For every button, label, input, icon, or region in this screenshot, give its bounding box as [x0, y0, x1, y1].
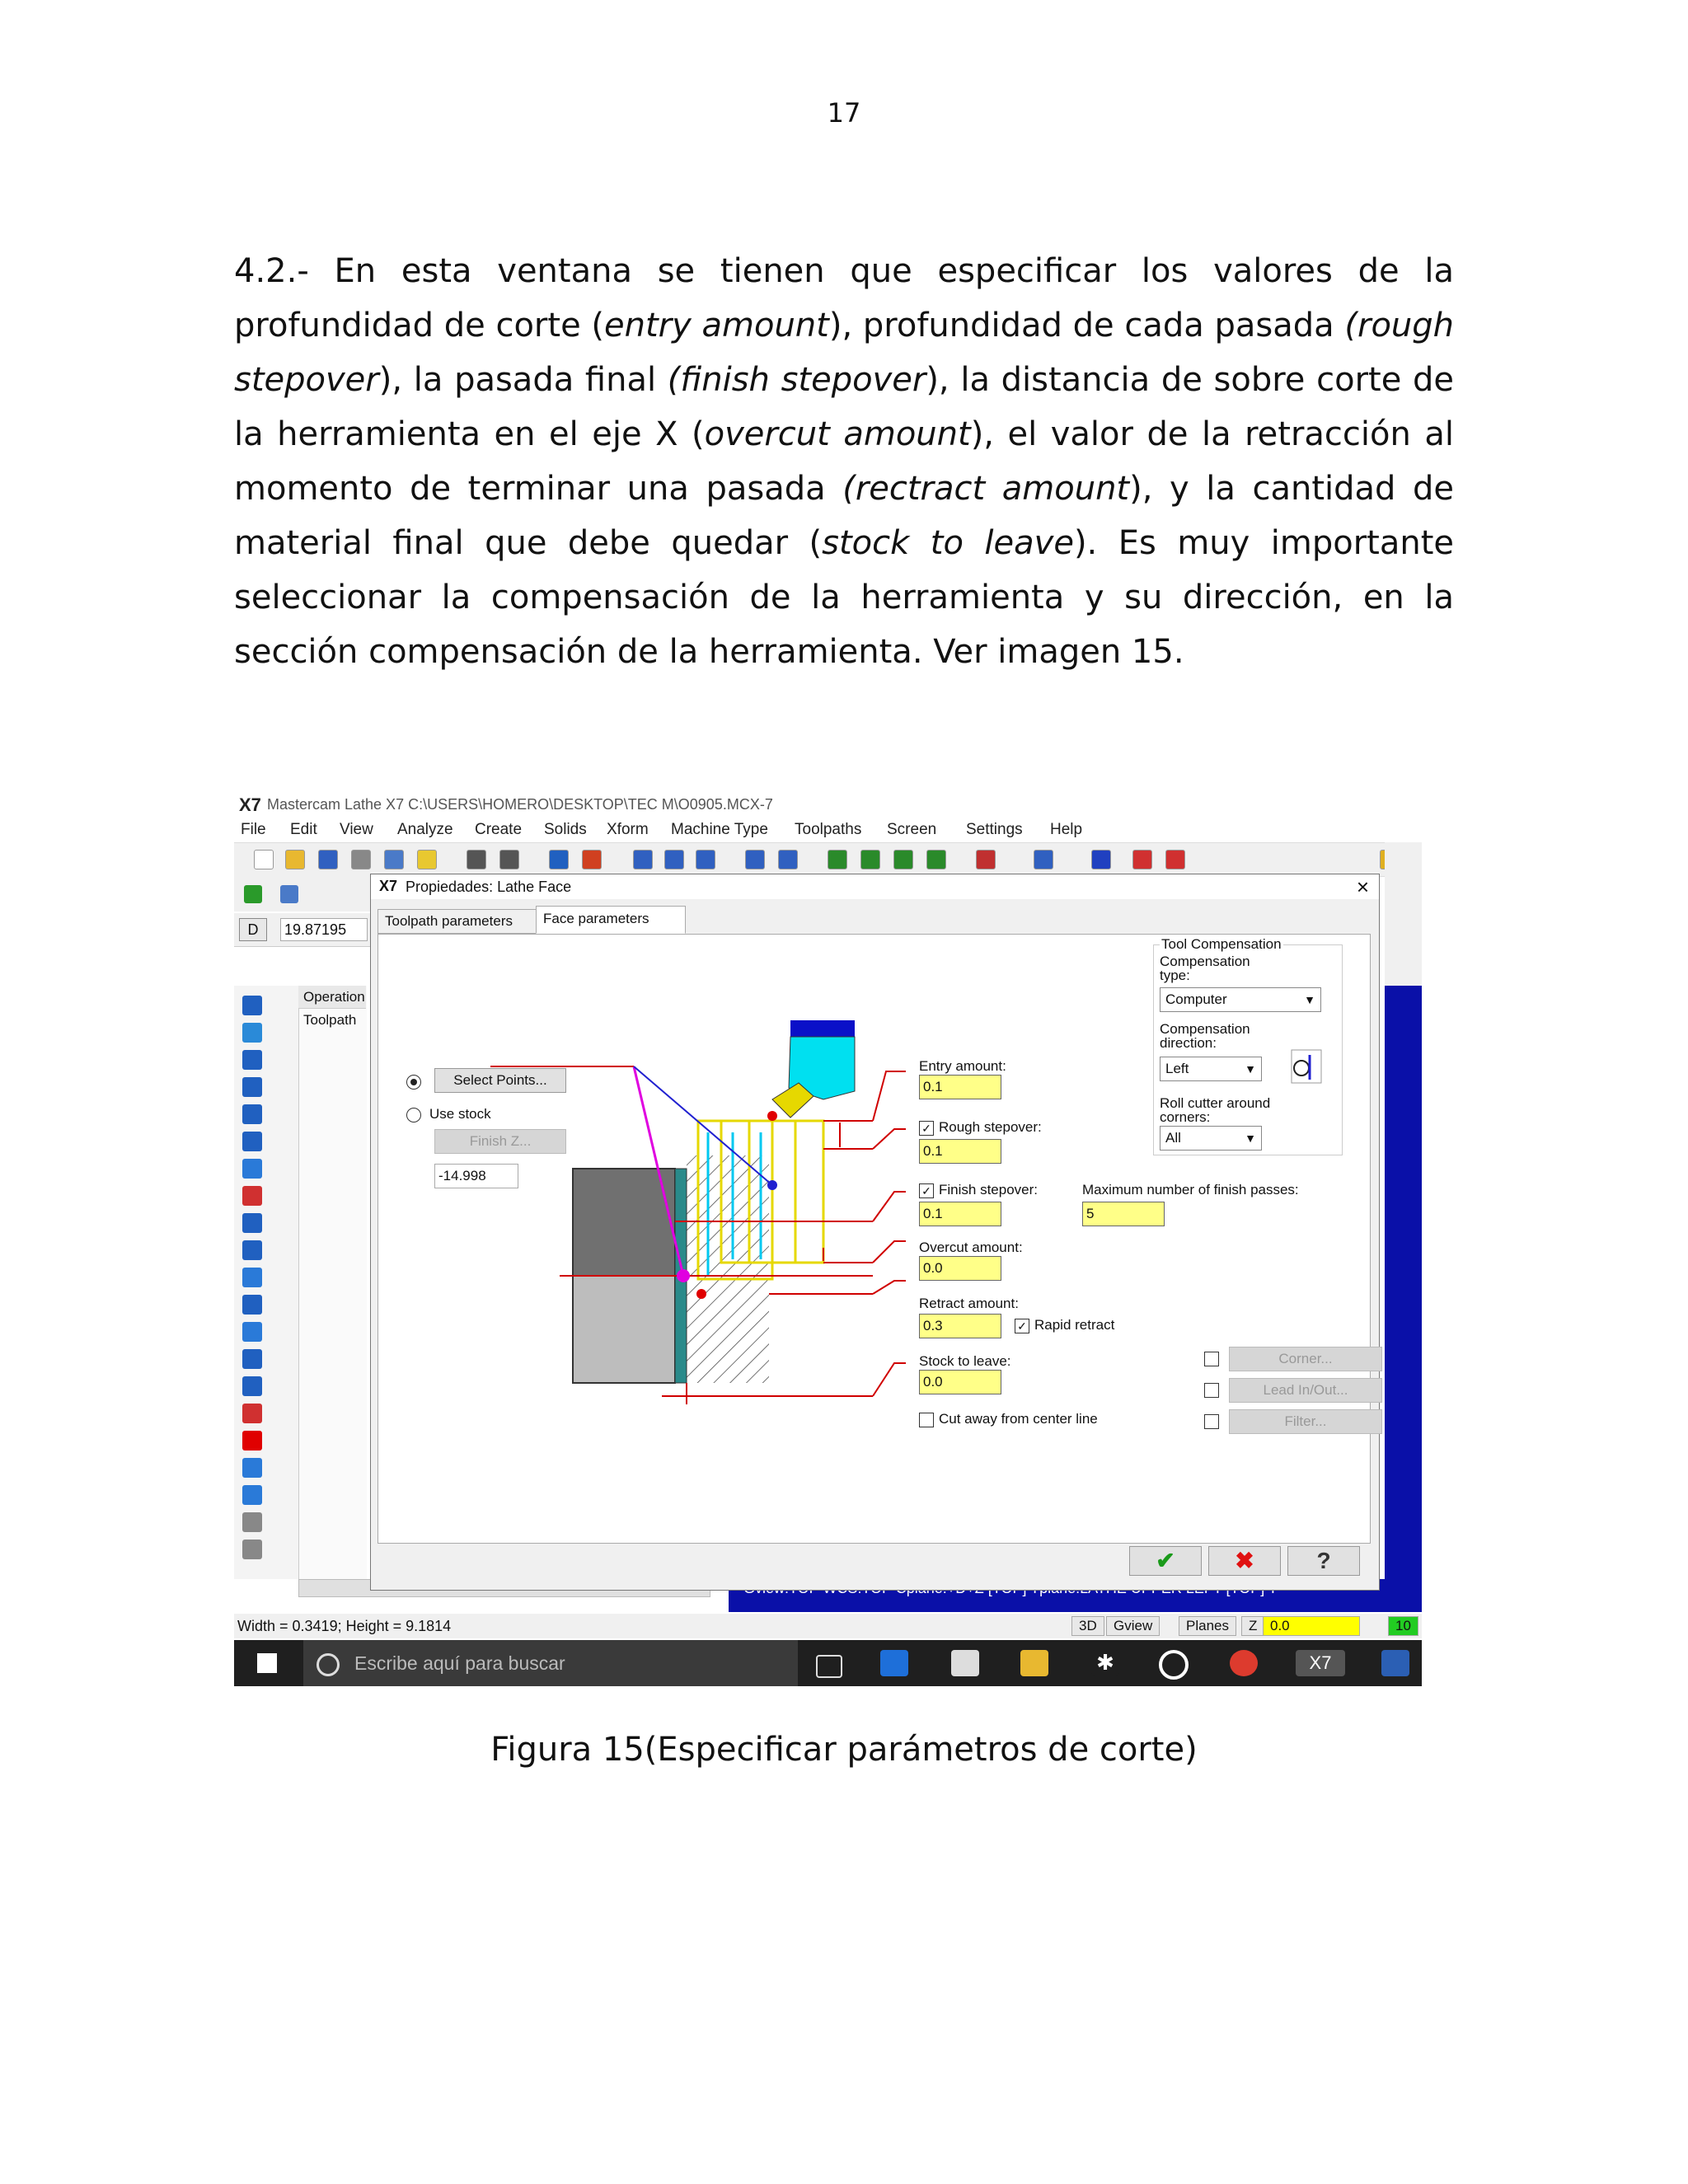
toolbar-button-icon[interactable]: [417, 850, 437, 869]
menu-item[interactable]: Xform: [607, 821, 649, 838]
edge-icon[interactable]: [880, 1650, 908, 1676]
face-parameters-panel: [377, 934, 1371, 1544]
mastercam-logo-icon: X7: [239, 794, 261, 815]
cortana-icon: [316, 1653, 340, 1676]
paragraph-segment: stock to leave: [822, 524, 1074, 562]
plus-icon[interactable]: [244, 885, 262, 903]
dialog-logo-icon: X7: [379, 878, 398, 894]
menu-item[interactable]: View: [340, 821, 373, 838]
toolbar-button-icon[interactable]: [633, 850, 653, 869]
toolbar-button-icon[interactable]: [976, 850, 996, 869]
finish-stepover-field[interactable]: 0.1: [919, 1202, 1001, 1226]
body-paragraph: [234, 244, 1454, 679]
status-bar: [234, 1614, 1422, 1638]
d-value-field[interactable]: 19.87195: [280, 918, 368, 941]
paragraph-segment: ), la pasada final: [378, 361, 668, 399]
sidebar-tool-icon[interactable]: [242, 1512, 262, 1532]
select-points-button[interactable]: Select Points...: [434, 1068, 566, 1093]
rough-stepover-checkbox[interactable]: ✓: [919, 1121, 934, 1136]
close-icon[interactable]: ×: [1356, 874, 1369, 899]
main-toolbar: [234, 842, 1422, 877]
status-planes-button[interactable]: Planes: [1179, 1616, 1236, 1636]
sidebar-tool-icon[interactable]: [242, 1540, 262, 1559]
entry-amount-label: Entry amount:: [919, 1058, 1006, 1074]
sidebar-tool-icon[interactable]: [242, 1023, 262, 1043]
roll-cutter-label: Roll cutter around corners:: [1160, 1095, 1271, 1125]
chevron-down-icon: ▼: [1245, 1132, 1256, 1145]
overcut-amount-label: Overcut amount:: [919, 1240, 1023, 1255]
max-finish-passes-field[interactable]: 5: [1082, 1202, 1165, 1226]
cut-away-label: Cut away from center line: [939, 1411, 1098, 1427]
sidebar-tool-icon[interactable]: [242, 1159, 262, 1179]
compensation-type-label: Compensation type:: [1160, 954, 1250, 983]
toolbar-button-icon[interactable]: [926, 850, 946, 869]
sidebar-tool-icon[interactable]: [242, 1050, 262, 1070]
paragraph-segment: overcut amount: [704, 415, 971, 453]
sidebar-tool-icon[interactable]: [242, 1295, 262, 1315]
paragraph-segment: ), la distancia de sobre corte de la herramienta en el eje X (: [234, 361, 1455, 453]
status-3d-button[interactable]: 3D: [1071, 1616, 1104, 1636]
sidebar-tool-icon[interactable]: [242, 1376, 262, 1396]
overcut-amount-field[interactable]: 0.0: [919, 1256, 1001, 1281]
toolbar-button-icon[interactable]: [254, 850, 274, 869]
toolbar-button-icon[interactable]: [582, 850, 602, 869]
status-gview-button[interactable]: Gview: [1106, 1616, 1160, 1636]
cut-away-checkbox[interactable]: [919, 1413, 934, 1427]
chrome-icon[interactable]: [1230, 1650, 1258, 1676]
sidebar-tool-icon[interactable]: [242, 1322, 262, 1342]
paragraph-segment: (rough stepover: [234, 307, 1455, 399]
sidebar-tool-icon[interactable]: [242, 996, 262, 1015]
chevron-down-icon: ▼: [1304, 993, 1315, 1006]
rapid-retract-checkbox[interactable]: ✓: [1015, 1319, 1029, 1333]
sidebar-tool-icon[interactable]: [242, 1458, 262, 1478]
sidebar-tool-icon[interactable]: [242, 1268, 262, 1287]
sidebar-tool-icon[interactable]: [242, 1077, 262, 1097]
tab-face-parameters[interactable]: Face parameters: [536, 906, 686, 934]
toolbar-button-icon[interactable]: [778, 850, 798, 869]
corner-checkbox[interactable]: [1204, 1352, 1219, 1366]
windows-start-icon[interactable]: [257, 1653, 277, 1673]
chevron-down-icon: ▼: [1245, 1062, 1256, 1076]
lead-in-out-button[interactable]: Lead In/Out...: [1229, 1378, 1382, 1403]
finish-stepover-checkbox[interactable]: ✓: [919, 1183, 934, 1198]
operations-panel: [298, 986, 367, 1579]
corner-button[interactable]: Corner...: [1229, 1347, 1382, 1371]
settings-circle-icon[interactable]: [1159, 1650, 1189, 1680]
taskbar-search[interactable]: [303, 1640, 798, 1686]
menu-item[interactable]: Create: [475, 821, 523, 838]
sidebar-tool-icon[interactable]: [242, 1186, 262, 1206]
filter-checkbox[interactable]: [1204, 1414, 1219, 1429]
menu-item[interactable]: File: [241, 821, 266, 838]
menu-item[interactable]: Machine Type: [671, 821, 768, 838]
taskbar-search-text: Escribe aquí para buscar: [354, 1652, 565, 1674]
status-z-label: Z: [1241, 1616, 1264, 1636]
dialog-title-bar: [371, 874, 1379, 899]
left-icon-bar: [234, 986, 298, 1579]
ok-button[interactable]: ✔: [1129, 1546, 1202, 1576]
sidebar-tool-icon[interactable]: [242, 1431, 262, 1451]
use-stock-label: Use stock: [429, 1106, 491, 1122]
toolbar-button-icon[interactable]: [893, 850, 913, 869]
filter-button[interactable]: Filter...: [1229, 1409, 1382, 1434]
tool-compensation-title: Tool Compensation: [1161, 936, 1282, 952]
toolbar-button-icon[interactable]: [1165, 850, 1185, 869]
finish-stepover-label: Finish stepover:: [939, 1182, 1038, 1197]
max-finish-passes-label: Maximum number of finish passes:: [1082, 1182, 1299, 1197]
compensation-direction-label: Compensation direction:: [1160, 1021, 1250, 1051]
finish-z-button[interactable]: Finish Z...: [434, 1129, 566, 1154]
status-right-value: 10: [1388, 1616, 1418, 1636]
bluetooth-icon[interactable]: ✱: [1091, 1650, 1119, 1676]
menu-bar: [234, 818, 1422, 842]
paragraph-segment: ). Es muy importante seleccionar la compensación de la herramienta y su dirección, en la sección compensación de la herramienta. Ver imagen 15.: [234, 524, 1455, 671]
stock-to-leave-label: Stock to leave:: [919, 1353, 1011, 1369]
toolbar-button-icon[interactable]: [499, 850, 519, 869]
toolbar-button-icon[interactable]: [549, 850, 569, 869]
toolbar-button-icon[interactable]: [696, 850, 715, 869]
paragraph-segment: entry amount: [604, 307, 829, 344]
dialog-title: Propiedades: Lathe Face: [406, 879, 572, 895]
toolbar-button-icon[interactable]: [384, 850, 404, 869]
mastercam-task-icon[interactable]: X7: [1296, 1650, 1345, 1676]
app-title: Mastercam Lathe X7 C:\USERS\HOMERO\DESKTOP\TEC M\O0905.MCX-7: [267, 796, 773, 813]
paragraph-segment: 4.2.- En esta ventana se tienen que especificar los valores de la profundidad de corte (: [234, 252, 1454, 344]
toolbar-button-icon[interactable]: [1132, 850, 1152, 869]
paragraph-segment: (rectract amount: [842, 470, 1130, 508]
toolbar-button-icon[interactable]: [860, 850, 880, 869]
toolbar-button-icon[interactable]: [318, 850, 338, 869]
compensation-direction-value: Left: [1165, 1061, 1189, 1076]
rough-stepover-field[interactable]: 0.1: [919, 1139, 1001, 1164]
rough-stepover-label: Rough stepover:: [939, 1119, 1042, 1135]
toolbar-button-icon[interactable]: [285, 850, 305, 869]
toolbar-button-icon[interactable]: [745, 850, 765, 869]
line-icon[interactable]: [280, 885, 298, 903]
lead-in-out-checkbox[interactable]: [1204, 1383, 1219, 1398]
sidebar-tool-icon[interactable]: [242, 1349, 262, 1369]
retract-amount-label: Retract amount:: [919, 1296, 1019, 1311]
menu-item[interactable]: Settings: [966, 821, 1023, 838]
menu-item[interactable]: Help: [1050, 821, 1083, 838]
sidebar-tool-icon[interactable]: [242, 1240, 262, 1260]
menu-item[interactable]: Analyze: [397, 821, 453, 838]
rapid-retract-label: Rapid retract: [1034, 1317, 1115, 1333]
mastercam-screenshot: [234, 791, 1422, 1690]
figure-caption: Figura 15(Especificar parámetros de corte): [490, 1731, 1198, 1769]
file-explorer-icon[interactable]: [1020, 1650, 1048, 1676]
status-z-field[interactable]: 0.0: [1263, 1616, 1360, 1636]
sidebar-tool-icon[interactable]: [242, 1404, 262, 1423]
entry-amount-field[interactable]: 0.1: [919, 1075, 1001, 1099]
paragraph-segment: ), y la cantidad de material final que debe quedar (: [234, 470, 1454, 562]
paragraph-segment: ), profundidad de cada pasada: [828, 307, 1345, 344]
lathe-face-dialog: [370, 874, 1380, 1591]
help-button[interactable]: ?: [1287, 1546, 1360, 1576]
roll-cutter-value: All: [1165, 1130, 1181, 1146]
compensation-type-select[interactable]: [1160, 987, 1321, 1012]
cancel-button[interactable]: ✖: [1208, 1546, 1281, 1576]
secondary-toolbar: [234, 875, 374, 912]
operations-tab[interactable]: Operation: [298, 986, 366, 1009]
paragraph-segment: ), el valor de la retracción al momento de terminar una pasada: [234, 415, 1454, 508]
toolbar-button-icon[interactable]: [1034, 850, 1053, 869]
right-toolbar-strip: [1385, 842, 1422, 986]
menu-item[interactable]: Edit: [290, 821, 317, 838]
roll-cutter-select[interactable]: [1160, 1126, 1262, 1151]
store-icon[interactable]: [951, 1650, 979, 1676]
tab-toolpath-parameters[interactable]: Toolpath parameters: [377, 909, 537, 934]
graphics-viewport[interactable]: [1385, 986, 1422, 1612]
toolbar-button-icon[interactable]: [467, 850, 486, 869]
task-view-icon[interactable]: [816, 1655, 842, 1678]
menu-item[interactable]: Toolpaths: [795, 821, 862, 838]
finish-z-field[interactable]: -14.998: [434, 1164, 518, 1188]
app-title-bar: [234, 791, 1422, 818]
sidebar-tool-icon[interactable]: [242, 1104, 262, 1124]
retract-amount-field[interactable]: 0.3: [919, 1314, 1001, 1338]
sidebar-tool-icon[interactable]: [242, 1213, 262, 1233]
menu-item[interactable]: Solids: [544, 821, 587, 838]
word-icon[interactable]: [1381, 1650, 1409, 1676]
compensation-direction-select[interactable]: [1160, 1057, 1262, 1081]
toolbar-button-icon[interactable]: [828, 850, 847, 869]
toolpath-label: Toolpath: [303, 1012, 357, 1028]
page-number: 17: [827, 97, 861, 129]
toolbar-button-icon[interactable]: [664, 850, 684, 869]
menu-item[interactable]: Screen: [887, 821, 937, 838]
paragraph-segment: (finish stepover: [667, 361, 926, 399]
toolbar-button-icon[interactable]: [351, 850, 371, 869]
status-dimensions: Width = 0.3419; Height = 9.1814: [237, 1618, 452, 1634]
compensation-type-value: Computer: [1165, 991, 1227, 1007]
stock-to-leave-field[interactable]: 0.0: [919, 1370, 1001, 1394]
sidebar-tool-icon[interactable]: [242, 1132, 262, 1151]
toolbar-button-icon[interactable]: [1091, 850, 1111, 869]
sidebar-tool-icon[interactable]: [242, 1485, 262, 1505]
d-label: D: [239, 918, 267, 941]
